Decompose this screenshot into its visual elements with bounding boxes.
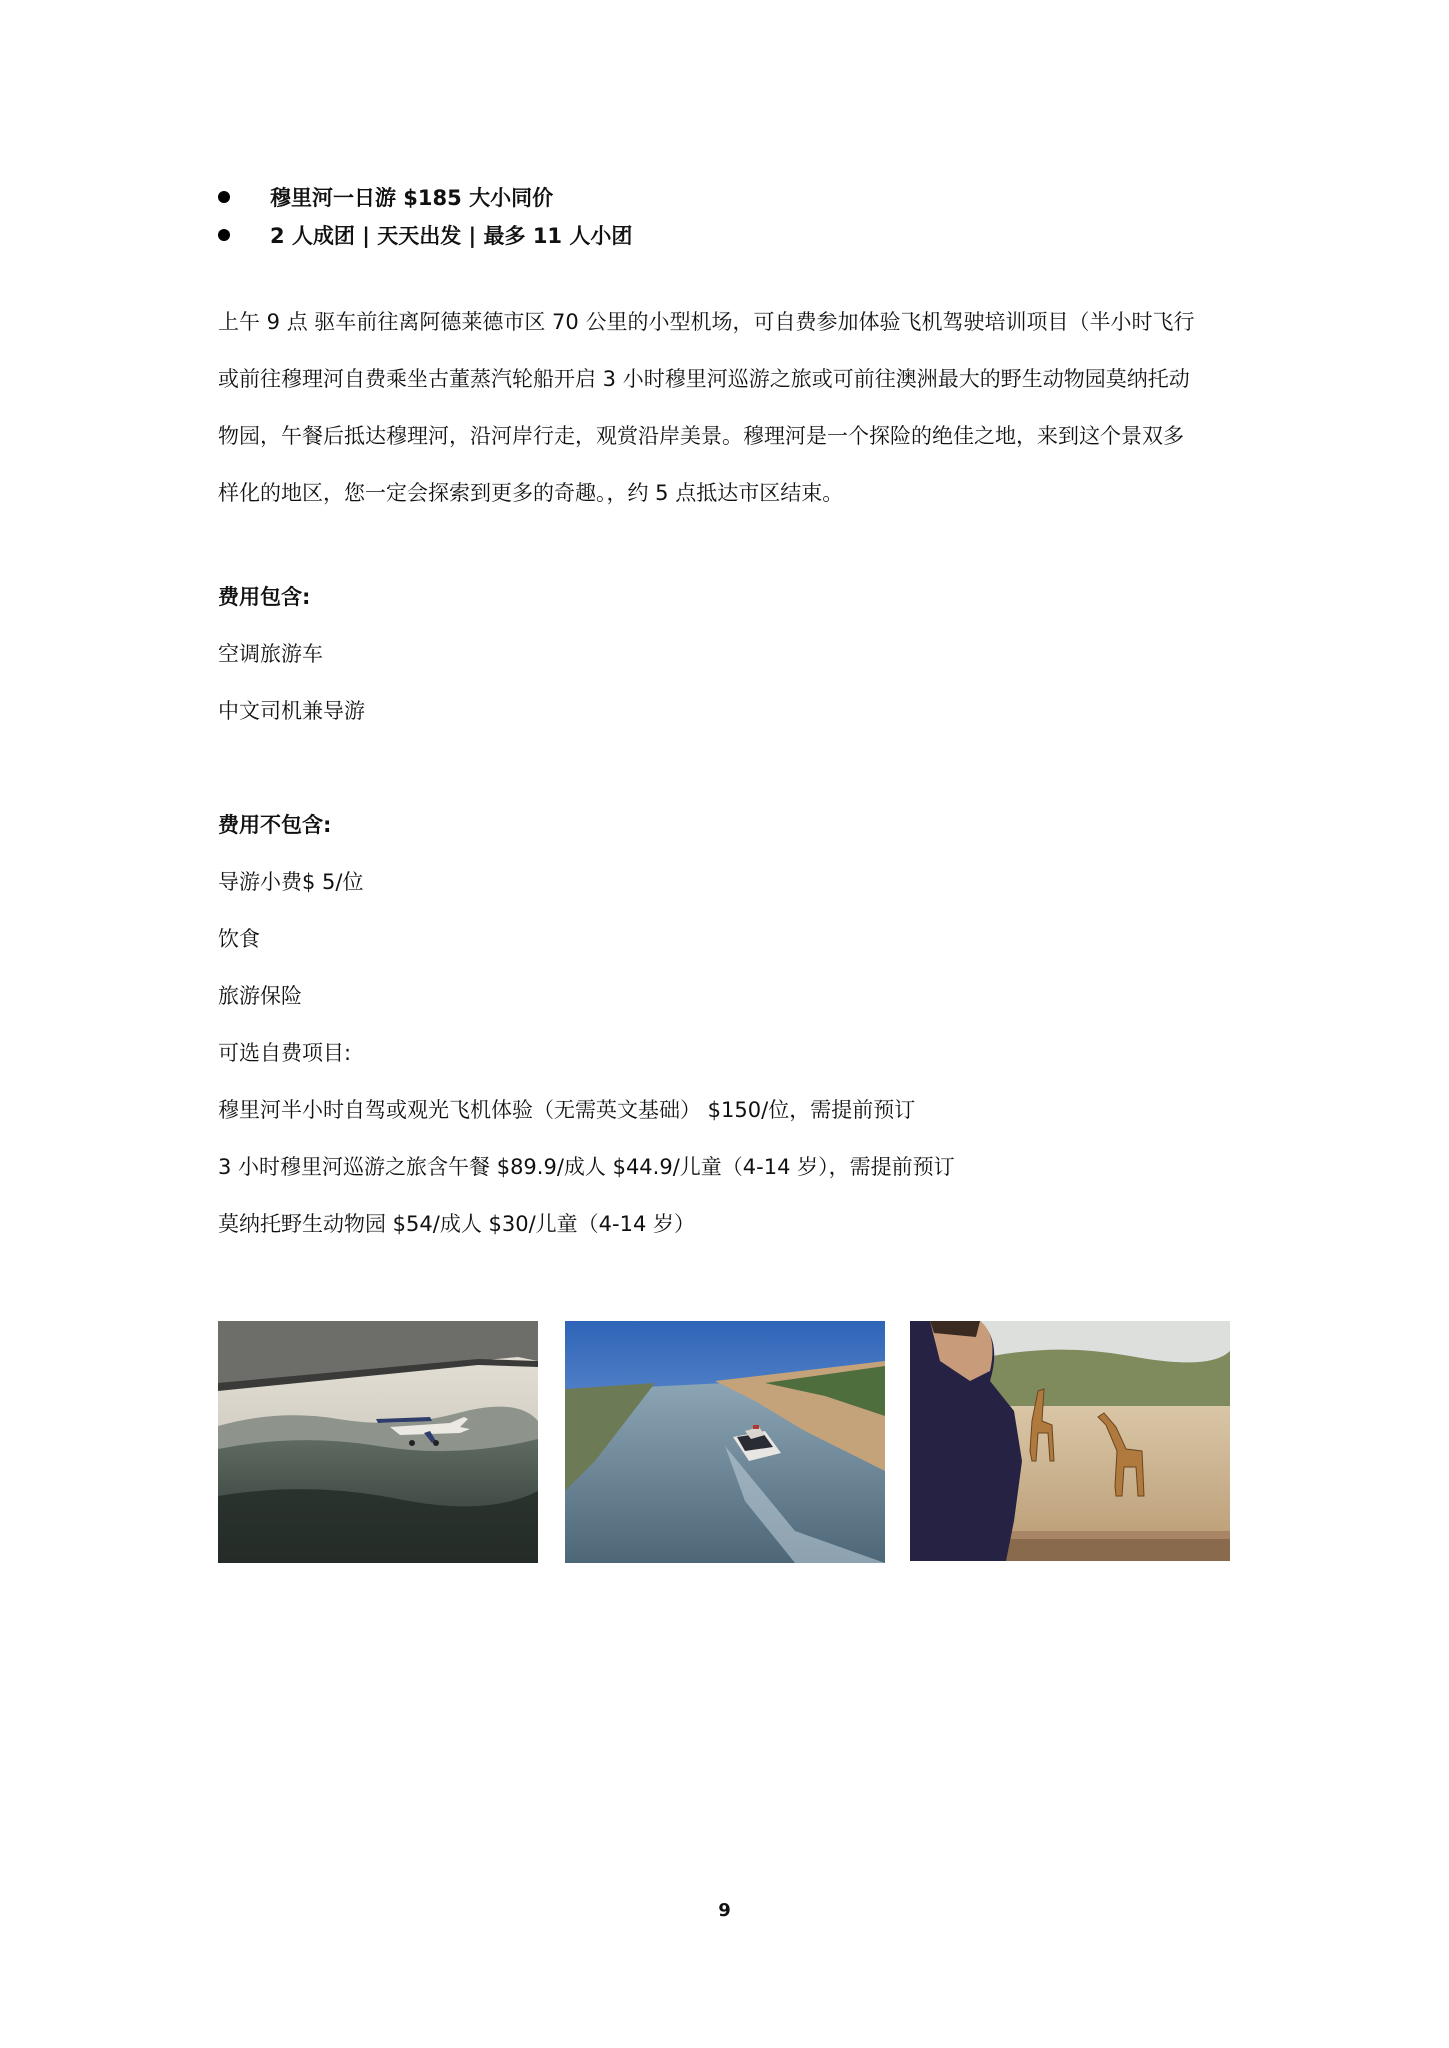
- itinerary-description: [218, 294, 1228, 522]
- bullet-dot-icon: [218, 191, 230, 203]
- giraffe-zoo-photo: [910, 1321, 1230, 1561]
- bullet-text: 穆里河一日游 $185 大小同价: [270, 186, 554, 210]
- bullet-item: [218, 216, 632, 254]
- description-line: 样化的地区，您一定会探索到更多的奇趣。，约 5 点抵达市区结束。: [218, 481, 844, 505]
- excluded-item: 饮食: [218, 927, 260, 951]
- included-heading: 费用包含:: [218, 585, 311, 609]
- bullet-dot-icon: [218, 229, 230, 241]
- excluded-item: 导游小费$ 5/位: [218, 870, 364, 894]
- airplane-photo: [218, 1321, 538, 1563]
- optional-item: 穆里河半小时自驾或观光飞机体验（无需英文基础） $150/位，需提前预订: [218, 1098, 916, 1122]
- optional-heading: 可选自费项目:: [218, 1041, 352, 1065]
- bullet-text: 2 人成团 | 天天出发 | 最多 11 人小团: [270, 224, 633, 248]
- bullet-list: [218, 178, 632, 254]
- description-line: 物园，午餐后抵达穆理河，沿河岸行走，观赏沿岸美景。穆理河是一个探险的绝佳之地，来到这个景双多: [218, 424, 1184, 448]
- optional-item: 3 小时穆里河巡游之旅含午餐 $89.9/成人 $44.9/儿童（4-14 岁），需提前预订: [218, 1155, 955, 1179]
- bullet-item: [218, 178, 632, 216]
- river-houseboat-photo: [565, 1321, 885, 1563]
- included-item: 空调旅游车: [218, 642, 323, 666]
- page-number: 9: [718, 1900, 731, 1921]
- description-line: 上午 9 点 驱车前往离阿德莱德市区 70 公里的小型机场，可自费参加体验飞机驾驶培训项目（半小时飞行: [218, 310, 1195, 334]
- optional-item: 莫纳托野生动物园 $54/成人 $30/儿童（4-14 岁）: [218, 1212, 696, 1236]
- description-line: 或前往穆理河自费乘坐古董蒸汽轮船开启 3 小时穆里河巡游之旅或可前往澳洲最大的野生动物园莫纳托动: [218, 367, 1190, 391]
- excluded-heading: 费用不包含:: [218, 813, 332, 837]
- excluded-item: 旅游保险: [218, 984, 302, 1008]
- included-item: 中文司机兼导游: [218, 699, 365, 723]
